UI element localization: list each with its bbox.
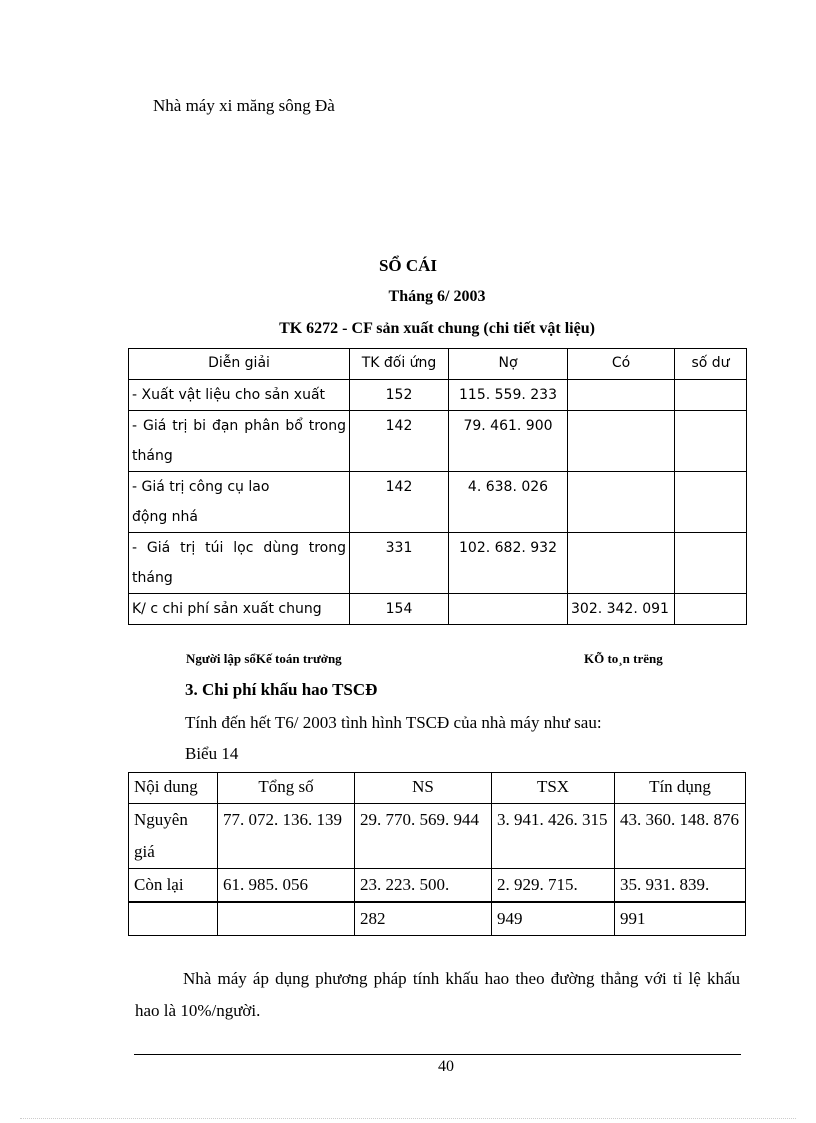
table-row	[129, 411, 747, 472]
col-header-credit: Có	[568, 349, 675, 380]
table-row	[129, 380, 747, 411]
table-row	[129, 804, 746, 869]
col-header-description: Diễn giải	[129, 349, 350, 380]
cell-balance	[675, 411, 747, 472]
table-caption: Biểu 14	[185, 744, 239, 763]
cell-label: Nguyên giá	[129, 804, 218, 869]
cell-account: 142	[350, 472, 449, 533]
cell-description: K/ c chi phí sản xuất chung	[129, 594, 350, 625]
table-row	[129, 472, 747, 533]
cell-credit: 302. 342. 091	[568, 594, 675, 625]
cell-description: - Xuất vật liệu cho sản xuất	[129, 380, 350, 411]
cell-balance	[675, 472, 747, 533]
cell-ns: 29. 770. 569. 944	[355, 804, 492, 869]
section-intro: Tính đến hết T6/ 2003 tình hình TSCĐ của nhà máy như sau:	[185, 713, 602, 732]
cell-credit-fund: 43. 360. 148. 876	[615, 804, 746, 869]
cell-debit	[449, 594, 568, 625]
cell-debit: 79. 461. 900	[449, 411, 568, 472]
cell-ns: 23. 223. 500.	[355, 869, 492, 903]
cell-total: 77. 072. 136. 139	[218, 804, 355, 869]
cell-credit-fund: 991	[615, 902, 746, 936]
cell-label	[129, 902, 218, 936]
ledger-account: TK 6272 - CF sản xuất chung (chi tiết vật liệu)	[279, 320, 595, 337]
footer-divider	[134, 1054, 741, 1055]
cell-description-line2: động nhá	[132, 509, 198, 525]
table-row	[129, 869, 746, 903]
table-row	[129, 533, 747, 594]
cell-account: 331	[350, 533, 449, 594]
signature-right: KÕ to¸n trëng	[584, 651, 663, 666]
cell-credit	[568, 380, 675, 411]
cell-credit	[568, 533, 675, 594]
page-edge-divider	[20, 1118, 796, 1119]
col-header-credit-fund: Tín dụng	[615, 773, 746, 804]
cell-label: Còn lại	[129, 869, 218, 903]
cell-debit: 115. 559. 233	[449, 380, 568, 411]
ledger-header-row	[129, 349, 747, 380]
cell-credit	[568, 472, 675, 533]
assets-table	[128, 772, 746, 936]
col-header-ns: NS	[355, 773, 492, 804]
col-header-balance: số dư	[675, 349, 747, 380]
col-header-total: Tổng số	[218, 773, 355, 804]
col-header-content: Nội dung	[129, 773, 218, 804]
cell-total: 61. 985. 056	[218, 869, 355, 903]
section-heading: 3. Chi phí khấu hao TSCĐ	[185, 680, 378, 699]
cell-debit: 4. 638. 026	[449, 472, 568, 533]
cell-total	[218, 902, 355, 936]
cell-account: 154	[350, 594, 449, 625]
cell-description-line1: - Giá trị công cụ lao	[132, 479, 270, 495]
factory-name: Nhà máy xi măng sông Đà	[153, 96, 335, 115]
ledger-month: Tháng 6/ 2003	[388, 288, 486, 305]
signature-left: Người lập sổKế toán trưởng	[186, 651, 342, 666]
col-header-debit: Nợ	[449, 349, 568, 380]
cell-balance	[675, 533, 747, 594]
cell-account: 152	[350, 380, 449, 411]
col-header-account: TK đối ứng	[350, 349, 449, 380]
table-row	[129, 902, 746, 936]
ledger-table	[128, 348, 747, 625]
cell-credit-fund: 35. 931. 839.	[615, 869, 746, 903]
ledger-title: SỔ CÁI	[378, 256, 438, 275]
cell-account: 142	[350, 411, 449, 472]
cell-balance	[675, 594, 747, 625]
cell-tsx: 3. 941. 426. 315	[492, 804, 615, 869]
cell-debit: 102. 682. 932	[449, 533, 568, 594]
cell-credit	[568, 411, 675, 472]
cell-balance	[675, 380, 747, 411]
page-number: 40	[438, 1058, 454, 1075]
cell-description: - Giá trị bi đạn phân bổ trong tháng	[129, 411, 350, 472]
table-row	[129, 594, 747, 625]
assets-header-row	[129, 773, 746, 804]
cell-tsx: 949	[492, 902, 615, 936]
cell-description	[129, 472, 350, 533]
depreciation-paragraph: Nhà máy áp dụng phương pháp tính khấu hao theo đường thẳng với tỉ lệ khấu hao là 10%/người.	[135, 969, 740, 1020]
col-header-tsx: TSX	[492, 773, 615, 804]
cell-ns: 282	[355, 902, 492, 936]
cell-tsx: 2. 929. 715.	[492, 869, 615, 903]
cell-description: - Giá trị túi lọc dùng trong tháng	[129, 533, 350, 594]
